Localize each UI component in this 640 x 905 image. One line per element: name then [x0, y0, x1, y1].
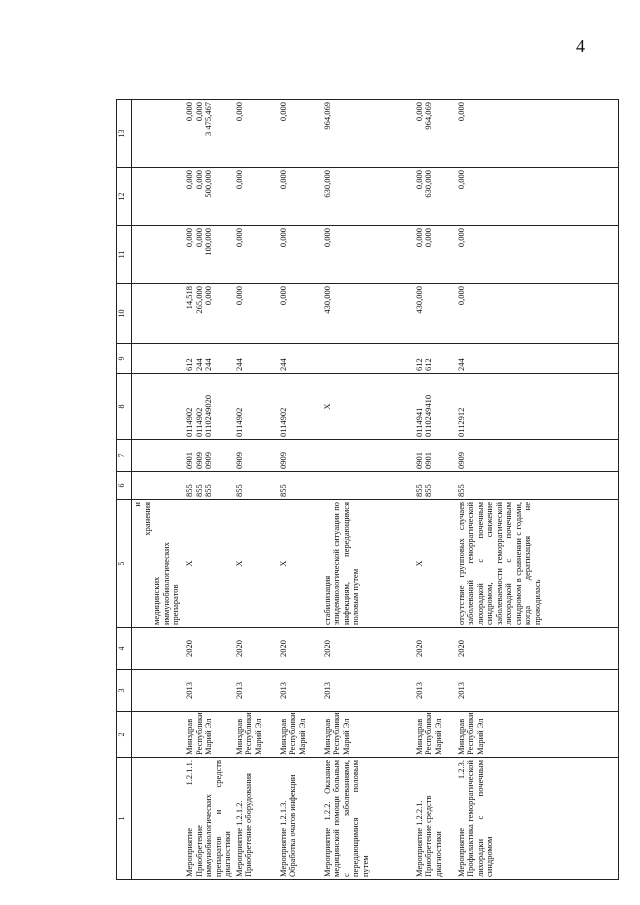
end-year: 2020 [278, 628, 322, 670]
amount-col10: 0,000 [278, 284, 322, 344]
amount-col10: 430,000 [322, 284, 414, 344]
measure-name: Мероприятие 1.2.3. Профилактика геморрагической лихорадки с почечным синдромом [456, 758, 619, 880]
expense-type-codes: 244 [456, 344, 619, 374]
executor: Минздрав Республики Марий Эл [278, 712, 322, 758]
table-row [414, 100, 456, 880]
amount-col12: 0,000 [234, 168, 278, 226]
section-codes [322, 440, 414, 472]
section-codes: 0901 0909 0909 [184, 440, 234, 472]
target-article-codes: 0114902 [278, 374, 322, 440]
expected-result: Х [278, 500, 322, 628]
target-article-codes: 0114902 0114902 0110249020 [184, 374, 234, 440]
amount-col11: 0,000 [456, 226, 619, 284]
amount-col10: 430,000 [414, 284, 456, 344]
table-row [184, 100, 234, 880]
program-measures-table [116, 99, 619, 880]
end-year: 2020 [184, 628, 234, 670]
target-article-codes: Х [322, 374, 414, 440]
expected-result: Х [184, 500, 234, 628]
amount-col12: 0,000 0,000 500,000 [184, 168, 234, 226]
expense-type-codes [322, 344, 414, 374]
amount-col12: 630,000 [322, 168, 414, 226]
amount-col12: 0,000 630,000 [414, 168, 456, 226]
amount-col10: 0,000 [456, 284, 619, 344]
expense-type-codes: 612 244 244 [184, 344, 234, 374]
amount-col12: 0,000 [278, 168, 322, 226]
grbs-codes: 855 [456, 472, 619, 500]
amount-col13: 964,069 [322, 100, 414, 168]
executor: Минздрав Республики Марий Эл [414, 712, 456, 758]
end-year: 2020 [414, 628, 456, 670]
measure-name: Мероприятие 1.2.2. Оказание медицинской помощи больным с заболеваниями, передающимися половым путем [322, 758, 414, 880]
grbs-codes: 855 855 [414, 472, 456, 500]
grbs-codes [322, 472, 414, 500]
amount-col13: 0,000 [456, 100, 619, 168]
measure-name: Мероприятие 1.2.2.1. Приобретение средств диагностики [414, 758, 456, 880]
section-codes: 0909 [234, 440, 278, 472]
table-row [278, 100, 322, 880]
start-year: 2013 [234, 670, 278, 712]
measure-name: Мероприятие 1.2.1.2. Приобретение оборудования [234, 758, 278, 880]
end-year: 2020 [322, 628, 414, 670]
amount-col12: 0,000 [456, 168, 619, 226]
amount-col13: 0,000 964,069 [414, 100, 456, 168]
start-year: 2013 [322, 670, 414, 712]
column-numbers-row [117, 100, 132, 880]
column-header: 3 [117, 670, 132, 712]
target-article-codes: 0114902 [234, 374, 278, 440]
expected-result: Х [414, 500, 456, 628]
start-year: 2013 [414, 670, 456, 712]
amount-col10: 14,518 265,000 0,000 [184, 284, 234, 344]
column-header: 2 [117, 712, 132, 758]
column-header: 7 [117, 440, 132, 472]
amount-col13: 0,000 [234, 100, 278, 168]
amount-col11: 0,000 [322, 226, 414, 284]
end-year: 2020 [456, 628, 619, 670]
expense-type-codes: 244 [234, 344, 278, 374]
table-row [456, 100, 619, 880]
amount-col11: 0,000 0,000 100,000 [184, 226, 234, 284]
expense-type-codes: 612 612 [414, 344, 456, 374]
amount-col13: 0,000 [278, 100, 322, 168]
page-number: 4 [576, 36, 585, 56]
column-header: 12 [117, 168, 132, 226]
executor: Минздрав Республики Марий Эл [456, 712, 619, 758]
expected-result: стабилизация эпидемиологической ситуации по инфекциям, передающимся половым путем [322, 500, 414, 628]
continued-result-text: и хранения медицинских иммунобиологических препаратов [132, 500, 185, 628]
expected-result: Х [234, 500, 278, 628]
amount-col10: 0,000 [234, 284, 278, 344]
amount-col11: 0,000 [278, 226, 322, 284]
grbs-codes: 855 855 855 [184, 472, 234, 500]
section-codes: 0909 [278, 440, 322, 472]
target-article-codes: 0112912 [456, 374, 619, 440]
column-header: 6 [117, 472, 132, 500]
start-year: 2013 [184, 670, 234, 712]
grbs-codes: 855 [278, 472, 322, 500]
executor: Минздрав Республики Марий Эл [184, 712, 234, 758]
column-header: 4 [117, 628, 132, 670]
column-header: 8 [117, 374, 132, 440]
expense-type-codes: 244 [278, 344, 322, 374]
column-header: 9 [117, 344, 132, 374]
table-row [234, 100, 278, 880]
table-row [322, 100, 414, 880]
column-header: 10 [117, 284, 132, 344]
column-header: 5 [117, 500, 132, 628]
column-header: 1 [117, 758, 132, 880]
start-year: 2013 [456, 670, 619, 712]
start-year: 2013 [278, 670, 322, 712]
executor: Минздрав Республики Марий Эл [322, 712, 414, 758]
section-codes: 0901 0901 [414, 440, 456, 472]
table-row-continuation [132, 100, 185, 880]
executor: Минздрав Республики Марий Эл [234, 712, 278, 758]
expected-result: отсутствие групповых случаев заболеваний геморрагической лихорадкой с почечным синдромом, снижение заболеваемости геморрагической лихорадкой с почечным синдромом в сравнении с годами, когда дератизация не проводилась [456, 500, 619, 628]
section-codes: 0909 [456, 440, 619, 472]
column-header: 13 [117, 100, 132, 168]
target-article-codes: 0114941 0110249410 [414, 374, 456, 440]
end-year: 2020 [234, 628, 278, 670]
measure-name: Мероприятие 1.2.1.1. Приобретение иммунобиологических препаратов и средств диагностики [184, 758, 234, 880]
measure-name: Мероприятие 1.2.1.3. Обработка очагов инфекции [278, 758, 322, 880]
column-header: 11 [117, 226, 132, 284]
amount-col13: 0,000 0,000 3 475,467 [184, 100, 234, 168]
rotated-table-container [116, 100, 631, 880]
amount-col11: 0,000 [234, 226, 278, 284]
grbs-codes: 855 [234, 472, 278, 500]
amount-col11: 0,000 0,000 [414, 226, 456, 284]
